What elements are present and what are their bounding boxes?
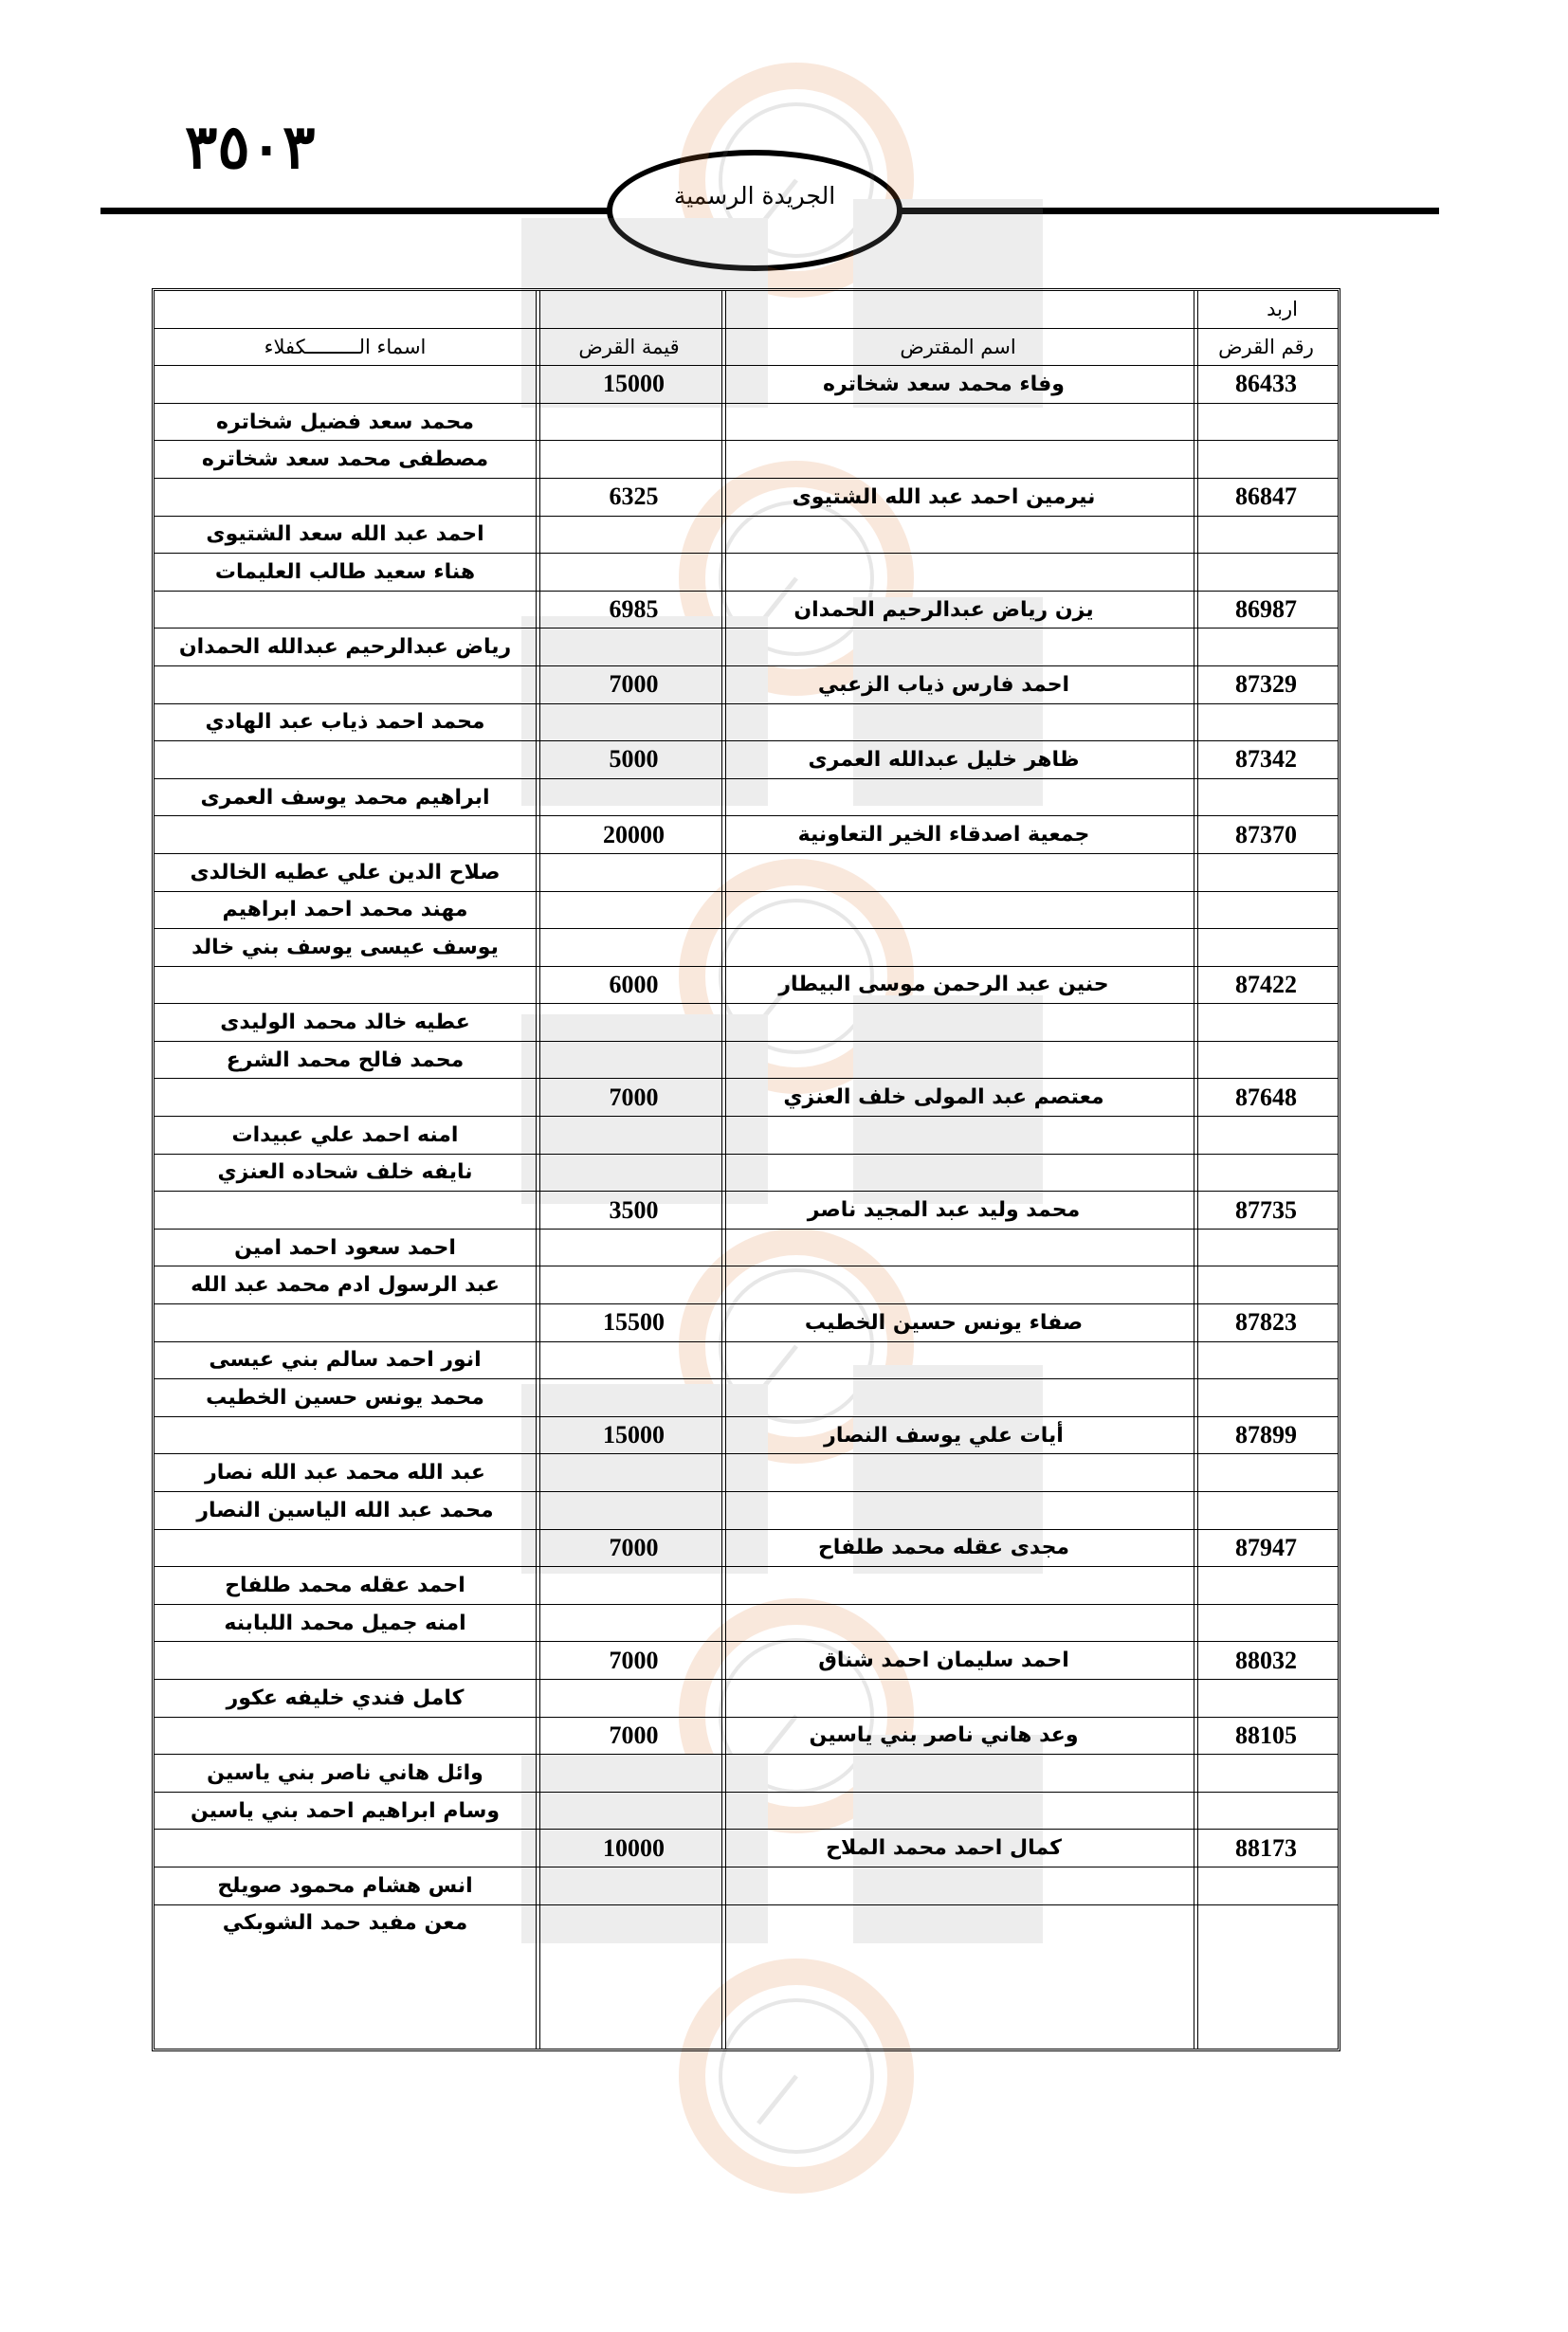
loan-number: 87899 [1194,1417,1338,1455]
loan-amount: 20000 [603,820,665,848]
loan-number: 87947 [1194,1530,1338,1568]
loan-number: 87342 [1194,741,1338,779]
guarantor-name: انور احمد سالم بني عيسى [209,1348,482,1373]
guarantor-row [155,1004,1338,1042]
header-amount: قيمة القرض [536,329,721,367]
guarantor-row [155,1605,1338,1643]
loan-number: 86847 [1194,479,1338,517]
guarantor-row [155,1117,1338,1155]
guarantor-name: احمد سعود احمد امين [234,1235,456,1260]
guarantor-row [155,892,1338,930]
guarantor-name: امنه جميل محمد اللبابنه [224,1611,466,1635]
loan-number: 87370 [1194,816,1338,854]
guarantor-row [155,1905,1338,2049]
loan-row [155,592,1338,629]
borrower-name: احمد فارس ذياب الزعبي [817,672,1070,697]
guarantor-name: وائل هاني ناصر بني ياسين [207,1760,483,1785]
gazette-title: الجريدة الرسمية [673,181,836,210]
loan-row [155,1642,1338,1680]
guarantor-name: انس هشام محمود صويلح [217,1873,473,1898]
guarantor-name: امنه احمد علي عبيدات [231,1122,459,1147]
loan-amount: 5000 [609,745,659,774]
guarantor-row [155,1567,1338,1605]
borrower-name: أيات علي يوسف النصار [824,1423,1064,1448]
guarantor-row [155,1230,1338,1267]
header-loan-no: رقم القرض [1194,329,1338,367]
loan-row [155,666,1338,704]
guarantor-row [155,1867,1338,1905]
loan-amount: 15000 [603,1421,665,1449]
header-row [155,329,1338,367]
borrower-name: احمد سليمان احمد شناق [818,1649,1069,1673]
loan-number: 86987 [1194,592,1338,629]
loan-amount: 7000 [609,670,659,699]
loan-row [155,1830,1338,1867]
loan-amount: 15500 [603,1308,665,1337]
guarantor-row [155,1492,1338,1530]
guarantor-name: عبد الله محمد عبد الله نصار [205,1461,485,1485]
loan-number: 87823 [1194,1304,1338,1342]
borrower-name: مجدى عقله محمد طلفاح [817,1536,1070,1560]
guarantor-name: يوسف عيسى يوسف بني خالد [191,935,499,959]
guarantor-name: محمد يونس حسين الخطيب [206,1386,484,1411]
loan-number: 87648 [1194,1079,1338,1117]
loan-number: 87735 [1194,1192,1338,1230]
guarantor-name: احمد عقله محمد طلفاح [225,1573,465,1597]
guarantor-row [155,1266,1338,1304]
borrower-name: صفاء يونس حسين الخطيب [804,1310,1084,1335]
guarantor-name: صلاح الدين علي عطيه الخالدى [190,860,501,884]
borrower-name: كمال احمد محمد الملاح [826,1836,1062,1861]
borrower-name: وعد هاني ناصر بني ياسين [809,1723,1079,1748]
loan-row [155,816,1338,854]
loan-number: 88032 [1194,1642,1338,1680]
loan-amount: 6000 [609,970,659,998]
guarantor-row [155,779,1338,817]
guarantor-row [155,1155,1338,1193]
city-label: اربد [1194,291,1338,329]
header-borrower: اسم المقترض [721,329,1194,367]
loan-amount: 10000 [603,1833,665,1862]
loan-row [155,1530,1338,1568]
guarantor-name: وسام ابراهيم احمد بني ياسين [190,1798,501,1823]
guarantor-row [155,1755,1338,1793]
gazette-title-oval [607,150,903,271]
guarantor-name: عطيه خالد محمد الوليدى [220,1011,470,1035]
loans-table [152,288,1340,2051]
guarantor-row [155,1342,1338,1380]
loan-row [155,967,1338,1005]
loan-amount: 3500 [609,1195,659,1224]
loan-row [155,1079,1338,1117]
guarantor-row [155,1379,1338,1417]
guarantor-name: محمد فالح محمد الشرع [226,1048,465,1072]
guarantor-name: محمد سعد فضيل شخاتره [215,410,475,434]
loan-amount: 7000 [609,1646,659,1674]
guarantor-row [155,441,1338,479]
loan-row [155,366,1338,404]
borrower-name: نيرمين احمد عبد الله الشتيوى [792,484,1096,509]
loan-amount: 7000 [609,1083,659,1111]
loan-row [155,741,1338,779]
loan-number: 87422 [1194,967,1338,1005]
loan-amount: 6325 [609,483,659,511]
borrower-name: محمد وليد عبد المجيد ناصر [807,1198,1081,1223]
guarantor-name: كامل فندي خليفه عكور [226,1685,465,1710]
guarantor-name: عبد الرسول ادم محمد عبد الله [191,1273,500,1298]
loan-row [155,1417,1338,1455]
guarantor-name: احمد عبد الله سعد الشتيوى [206,522,484,547]
loan-amount: 6985 [609,595,659,624]
guarantor-name: مهند محمد احمد ابراهيم [222,898,468,922]
guarantor-name: هناء سعيد طالب العليمات [214,559,476,584]
header-guarantors: اسماء الـــــــــكفلاء [155,329,536,367]
guarantor-row [155,704,1338,742]
guarantor-name: محمد عبد الله الياسين النصار [196,1498,494,1522]
loan-amount: 7000 [609,1721,659,1749]
borrower-name: يزن رياض عبدالرحيم الحمدان [793,597,1094,622]
page-number: ٣٥٠٣ [185,112,316,183]
guarantor-row [155,517,1338,555]
guarantor-row [155,854,1338,892]
guarantor-row [155,1454,1338,1492]
guarantor-row [155,1680,1338,1718]
guarantor-row [155,1793,1338,1831]
borrower-name: جمعية اصدقاء الخير التعاونية [797,823,1090,847]
borrower-name: معتصم عبد المولى خلف العنزي [783,1085,1104,1110]
loan-amount: 7000 [609,1533,659,1561]
borrower-name: حنين عبد الرحمن موسى البيطار [778,973,1109,997]
loan-row [155,1192,1338,1230]
guarantor-row [155,629,1338,666]
loan-number: 88105 [1194,1718,1338,1756]
loan-number: 87329 [1194,666,1338,704]
loan-number: 86433 [1194,366,1338,404]
borrower-name: وفاء محمد سعد شخاتره [823,372,1065,396]
guarantor-row [155,554,1338,592]
loan-row [155,1718,1338,1756]
guarantor-name: رياض عبدالرحيم عبدالله الحمدان [178,635,512,660]
guarantor-name: نايفه خلف شحاده العنزي [217,1160,473,1185]
guarantor-name: معن مفيد حمد الشوبكي [222,1910,468,1935]
guarantor-row [155,1042,1338,1080]
guarantor-name: مصطفى محمد سعد شخاتره [201,447,489,472]
loan-row [155,1304,1338,1342]
loan-amount: 15000 [603,370,665,398]
guarantor-name: محمد احمد ذياب عبد الهادي [205,710,485,735]
guarantor-name: ابراهيم محمد يوسف العمرى [200,785,490,810]
guarantor-row [155,404,1338,442]
city-row [155,291,1338,329]
loan-row [155,479,1338,517]
guarantor-row [155,929,1338,967]
loan-number: 88173 [1194,1830,1338,1867]
borrower-name: ظاهر خليل عبدالله العمرى [808,747,1080,772]
